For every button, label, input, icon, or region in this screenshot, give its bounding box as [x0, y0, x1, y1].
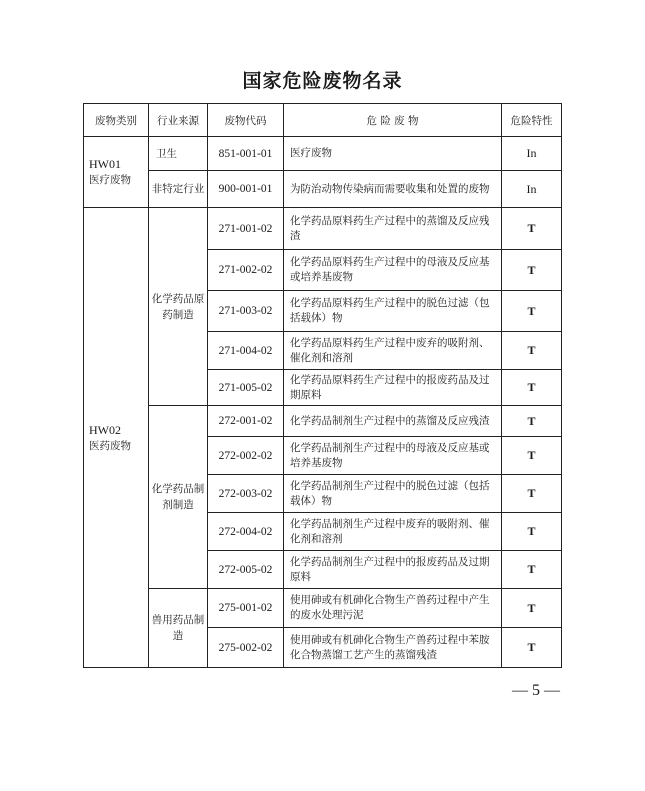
waste-code: 272-005-02 — [208, 551, 284, 589]
waste-description: 使用砷或有机砷化合物生产兽药过程中苯胺化合物蒸馏工艺产生的蒸馏残渣 — [284, 628, 502, 668]
document-title: 国家危险废物名录 — [242, 70, 403, 92]
waste-description: 化学药品原料药生产过程中的脱色过滤（包括载体）物 — [284, 291, 502, 332]
waste-description: 化学药品制剂生产过程中的蒸馏及反应残渣 — [284, 406, 502, 437]
waste-description: 医疗废物 — [284, 137, 502, 171]
hazard-characteristic: T — [502, 208, 562, 250]
hazard-characteristic: In — [502, 171, 562, 208]
hazardous-waste-table — [83, 103, 562, 668]
industry-cell: 卫生 — [149, 137, 208, 171]
hazard-characteristic: T — [502, 332, 562, 370]
waste-description: 化学药品制剂生产过程中的报废药品及过期原料 — [284, 551, 502, 589]
waste-code: 271-005-02 — [208, 370, 284, 406]
waste-description: 化学药品原料药生产过程中的母液及反应基或培养基废物 — [284, 250, 502, 291]
waste-code: 272-001-02 — [208, 406, 284, 437]
waste-description: 化学药品制剂生产过程中的脱色过滤（包括载体）物 — [284, 475, 502, 513]
table-row — [84, 208, 562, 250]
hazard-characteristic: T — [502, 406, 562, 437]
hazard-characteristic: T — [502, 589, 562, 628]
waste-code: 271-001-02 — [208, 208, 284, 250]
waste-description: 使用砷或有机砷化合物生产兽药过程中产生的废水处理污泥 — [284, 589, 502, 628]
waste-description: 为防治动物传染病而需要收集和处置的废物 — [284, 171, 502, 208]
waste-code: 272-004-02 — [208, 513, 284, 551]
waste-code: 272-002-02 — [208, 437, 284, 475]
table-row — [84, 589, 562, 628]
category-cell-hw01 — [84, 137, 149, 208]
waste-code: 271-003-02 — [208, 291, 284, 332]
category-cell-hw02 — [84, 208, 149, 668]
table-header-row — [84, 104, 562, 137]
category-name: 医疗废物 — [89, 174, 131, 186]
page-number: — 5 — — [512, 682, 560, 699]
table-row — [84, 171, 562, 208]
hazard-characteristic: T — [502, 370, 562, 406]
hazard-characteristic: T — [502, 291, 562, 332]
waste-code: 272-003-02 — [208, 475, 284, 513]
header-hazard: 危险特性 — [502, 104, 562, 137]
table-row — [84, 406, 562, 437]
category-name: 医药废物 — [89, 439, 131, 452]
waste-description: 化学药品原料药生产过程中废弃的吸附剂、催化剂和溶剂 — [284, 332, 502, 370]
waste-description: 化学药品制剂生产过程中废弃的吸附剂、催化剂和溶剂 — [284, 513, 502, 551]
category-code: HW01 — [89, 157, 121, 171]
industry-cell: 化学药品制剂制造 — [149, 406, 208, 589]
waste-code: 851-001-01 — [208, 137, 284, 171]
header-industry: 行业来源 — [149, 104, 208, 137]
header-code: 废物代码 — [208, 104, 284, 137]
waste-code: 275-002-02 — [208, 628, 284, 668]
hazard-characteristic: T — [502, 628, 562, 668]
waste-description: 化学药品制剂生产过程中的母液及反应基或培养基废物 — [284, 437, 502, 475]
hazard-characteristic: T — [502, 437, 562, 475]
header-category: 废物类别 — [84, 104, 149, 137]
hazard-characteristic: T — [502, 551, 562, 589]
table-row — [84, 137, 562, 171]
waste-code: 275-001-02 — [208, 589, 284, 628]
industry-cell: 化学药品原药制造 — [149, 208, 208, 406]
industry-cell: 兽用药品制造 — [149, 589, 208, 668]
header-waste: 危 险 废 物 — [284, 104, 502, 137]
waste-description: 化学药品原料药生产过程中的蒸馏及反应残渣 — [284, 208, 502, 250]
category-code: HW02 — [89, 422, 121, 437]
industry-cell: 非特定行业 — [149, 171, 208, 208]
waste-description: 化学药品原料药生产过程中的报废药品及过期原料 — [284, 370, 502, 406]
waste-code: 900-001-01 — [208, 171, 284, 208]
waste-code: 271-002-02 — [208, 250, 284, 291]
hazard-characteristic: T — [502, 475, 562, 513]
hazard-characteristic: T — [502, 513, 562, 551]
hazard-characteristic: In — [502, 137, 562, 171]
waste-code: 271-004-02 — [208, 332, 284, 370]
hazard-characteristic: T — [502, 250, 562, 291]
